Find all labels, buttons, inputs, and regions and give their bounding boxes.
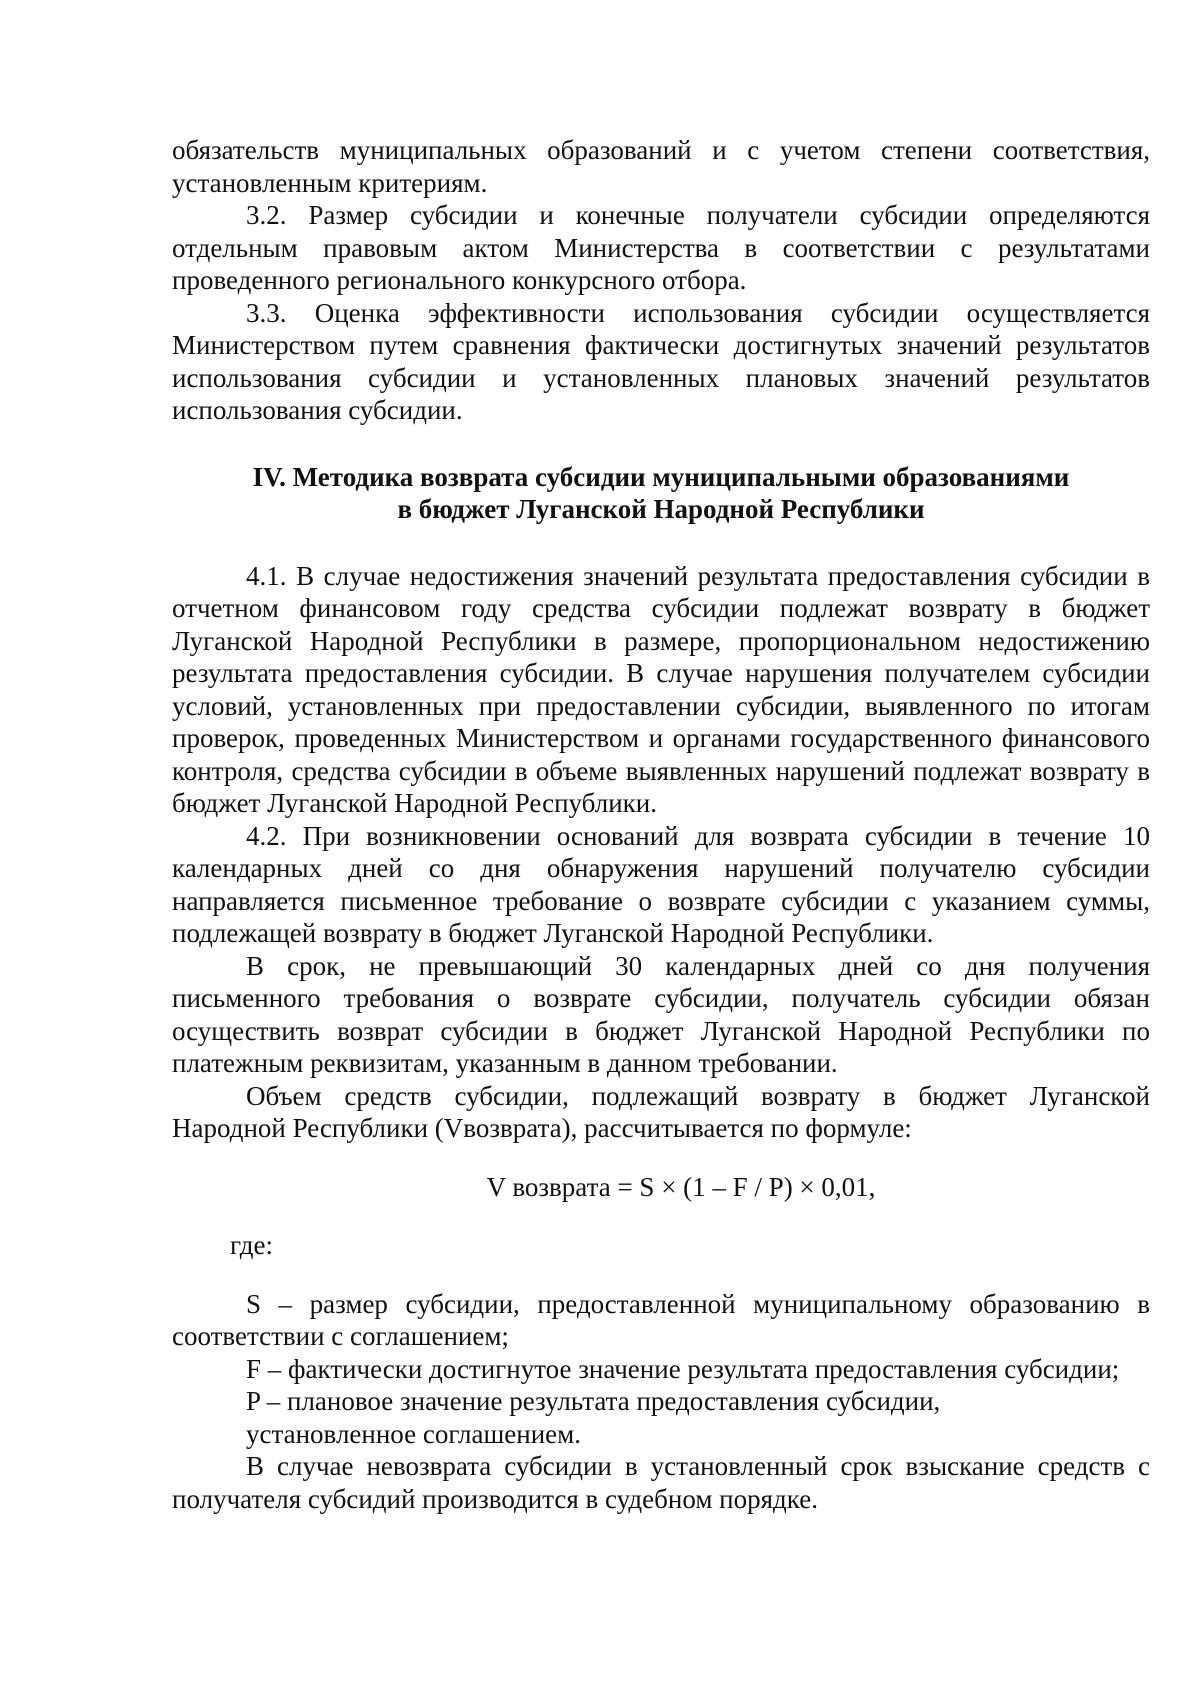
paragraph-final: В случае невозврата субсидии в установленный срок взыскание средств с получателя субсидий производится в судебном порядке. [172,1451,1150,1514]
definition-s: S – размер субсидии, предоставленной муниципальному образованию в соответствии с соглашением; [172,1288,1150,1351]
section-heading [172,461,1150,526]
paragraph-4-1: 4.1. В случае недостижения значений результата предоставления субсидии в отчетном финансовом году средства субсидии подлежат возврату в бюджет Луганской Народной Республики в размере, пропорциональном недостижению результата предоставления субсидии. В случае нарушения получателем субсидии условий, установленных при предоставлении субсидии, выявленного по итогам проверок, проведенных Министерством и органами государственного финансового контроля, средства субсидии в объеме выявленных нарушений подлежат возврату в бюджет Луганской Народной Республики. [172,560,1150,818]
document-page [172,134,1150,1515]
formula: V возврата = S × (1 – F / P) × 0,01, [486,1171,876,1202]
definition-p-line-2: установленное соглашением. [246,1418,581,1449]
section-heading-line-2: в бюджет Луганской Народной Республики [397,494,925,524]
where-label: где: [230,1230,273,1260]
section-heading-line-1: IV. Методика возврата субсидии муниципальными образованиями [252,461,1070,492]
definition-p-line-1: P – плановое значение результата предоставления субсидии, [246,1386,941,1416]
paragraph-term: В срок, не превышающий 30 календарных дней со дня получения письменного требования о возврате субсидии, получатель субсидии обязан осуществить возврат субсидии в бюджет Луганской Народной Республики по платежным реквизитам, указанным в данном требовании. [172,950,1150,1078]
paragraph-3-2: 3.2. Размер субсидии и конечные получатели субсидии определяются отдельным правовым актом Министерства в соответствии с результатами проведенного регионального конкурсного отбора. [172,200,1150,295]
paragraph-volume: Объем средств субсидии, подлежащий возврату в бюджет Луганской Народной Республики (Vвозврата), рассчитывается по формуле: [172,1080,1150,1143]
paragraph-4-2: 4.2. При возникновении оснований для возврата субсидии в течение 10 календарных дней со дня обнаружения нарушений получателю субсидии направляется письменное требование о возврате субсидии с указанием суммы, подлежащей возврату в бюджет Луганской Народной Республики. [172,820,1150,948]
paragraph-3-3: 3.3. Оценка эффективности использования субсидии осуществляется Министерством путем сравнения фактически достигнутых значений результатов использования субсидии и установленных плановых значений результатов использования субсидии. [172,297,1150,425]
paragraph-intro: обязательств муниципальных образований и с учетом степени соответствия, установленным критериям. [172,135,1150,198]
definition-f: F – фактически достигнутое значение результата предоставления субсидии; [246,1353,1120,1384]
